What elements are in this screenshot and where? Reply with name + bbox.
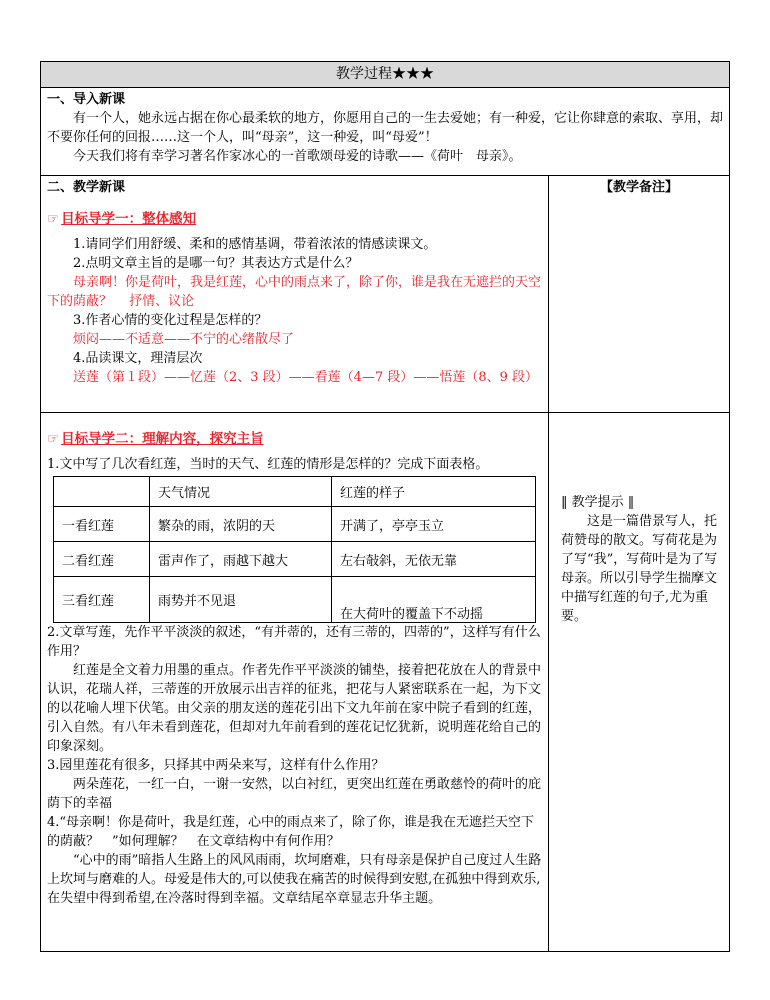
goal2-q2: 2.文章写莲，先作平平淡淡的叙述，“有并蒂的，还有三蒂的，四蒂的”，这样写有什么作用？ (47, 625, 541, 659)
goal2-a2: 红莲是全文着力用墨的重点。作者先作平平淡淡的铺垫，接着把花放在人的背景中认识，花瑞人祥，三蒂莲的开放展示出吉祥的征兆，把花与人紧密联系在一起，为下文的以花喻人埋下伏笔。由父亲的朋友送的莲花引出下文九年前在家中院子看到的红莲，引入自然。有八年未看到莲花，但却对九年前看到的莲花记忆犹新，说明莲花给自己的印象深刻。 (47, 663, 542, 754)
lesson-page (40, 61, 729, 952)
table-cell: 二看红莲 (54, 542, 150, 577)
goal2-title (41, 413, 548, 455)
goal1-a4: 送莲（第１段）——忆莲（2、3 段）——看莲（4—7 段）——悟莲（8、9 段） (73, 370, 539, 385)
table-cell: 雨势并不见退 (150, 577, 332, 623)
table-cell: 在大荷叶的覆盖下不动摇 (332, 577, 536, 623)
teaching-tip (549, 413, 729, 626)
table-cell: 一看红莲 (54, 507, 150, 542)
table-cell: 左右敧斜，无依无靠 (332, 542, 536, 577)
table-cell: 雷声作了，雨越下越大 (150, 542, 332, 577)
goal1-title (41, 197, 548, 235)
goal1-q4: 4.品读课文，理清层次 (73, 351, 203, 366)
goal2-q1: 1.文中写了几次看红莲，当时的天气、红莲的情形是怎样的？完成下面表格。 (47, 457, 489, 472)
intro-heading: 一、导入新课 (47, 92, 126, 107)
goal1-a2: 母亲啊！你是荷叶，我是红莲，心中的雨点来了，除了你，谁是我在无遮拦的天空下的荫蔽？ 抒情、议论 (47, 275, 542, 309)
table-row (54, 577, 536, 623)
pointing-hand-icon: ☞ (47, 431, 60, 447)
lotus-table (53, 476, 536, 623)
goal1-cell (41, 176, 549, 413)
note-cell (549, 176, 730, 413)
table-row (54, 542, 536, 577)
goal2-q3: 3.园里莲花有很多，只择其中两朵来写，这样有什么作用？ (47, 758, 385, 773)
section2-heading: 二、教学新课 (47, 180, 126, 195)
goal1-q2: 2.点明文章主旨的是哪一句？其表达方式是什么？ (73, 256, 359, 271)
intro-paragraph: 今天我们将有幸学习著名作家冰心的一首歌颂母爱的诗歌——《荷叶 母亲》。 (73, 149, 522, 164)
lesson-table (40, 61, 730, 952)
tip-text: 这是一篇借景写人，托荷赞母的散文。写荷花是为了写“我”，写荷叶是为了写母亲。所以引导学生揣摩文中描写红莲的句子,尤为重要。 (561, 514, 718, 624)
goal1-a3: 烦闷——不适意——不宁的心绪散尽了 (73, 332, 295, 347)
table-cell: 开满了，亭亭玉立 (332, 507, 536, 542)
intro-section (41, 88, 730, 176)
table-header-cell: 红莲的样子 (332, 477, 536, 507)
note-heading: 【教学备注】 (599, 180, 678, 195)
goal2-cell (41, 413, 549, 952)
goal2-title-text: 目标导学二：理解内容，探究主旨 (61, 431, 264, 447)
tip-heading: ‖ 教学提示 ‖ (561, 495, 635, 510)
goal1-q1: 1.请同学们用舒缓、柔和的感情基调，带着浓浓的情感读课文。 (73, 237, 437, 252)
goal2-a4: “心中的雨”暗指人生路上的风风雨雨，坎坷磨难，只有母亲是保护自己度过人生路上坎坷与磨难的人。母爱是伟大的,可以使我在痛苦的时候得到安慰,在孤独中得到欢乐,在失望中得到希望,在冷落时得到幸福。文章结尾卒章显志升华主题。 (47, 853, 542, 906)
goal1-q3: 3.作者心情的变化过程是怎样的？ (73, 313, 268, 328)
table-header-cell: 天气情况 (150, 477, 332, 507)
page-title: 教学过程★★★ (41, 62, 730, 88)
table-cell: 繁杂的雨，浓阴的天 (150, 507, 332, 542)
table-header-cell (54, 477, 150, 507)
pointing-hand-icon: ☞ (47, 211, 60, 227)
intro-paragraph: 有一个人，她永远占据在你心最柔软的地方，你愿用自己的一生去爱她；有一种爱，它让你肆意的索取、享用，却不要你任何的回报……这一个人，叫“母亲”，这一种爱，叫“母爱”！ (47, 111, 724, 145)
goal2-a3: 两朵莲花，一红一白，一谢一安然，以白衬红，更突出红莲在勇敢慈怜的荷叶的庇荫下的幸福 (47, 777, 542, 811)
goal2-q4: 4.“母亲啊！你是荷叶，我是红莲，心中的雨点来了，除了你，谁是我在无遮拦天空下的荫蔽？ ”如何理解？ 在文章结构中有何作用？ (47, 815, 535, 849)
table-row (54, 507, 536, 542)
goal1-title-text: 目标导学一：整体感知 (61, 211, 197, 227)
tip-cell (549, 413, 730, 952)
table-cell: 三看红莲 (54, 577, 150, 623)
